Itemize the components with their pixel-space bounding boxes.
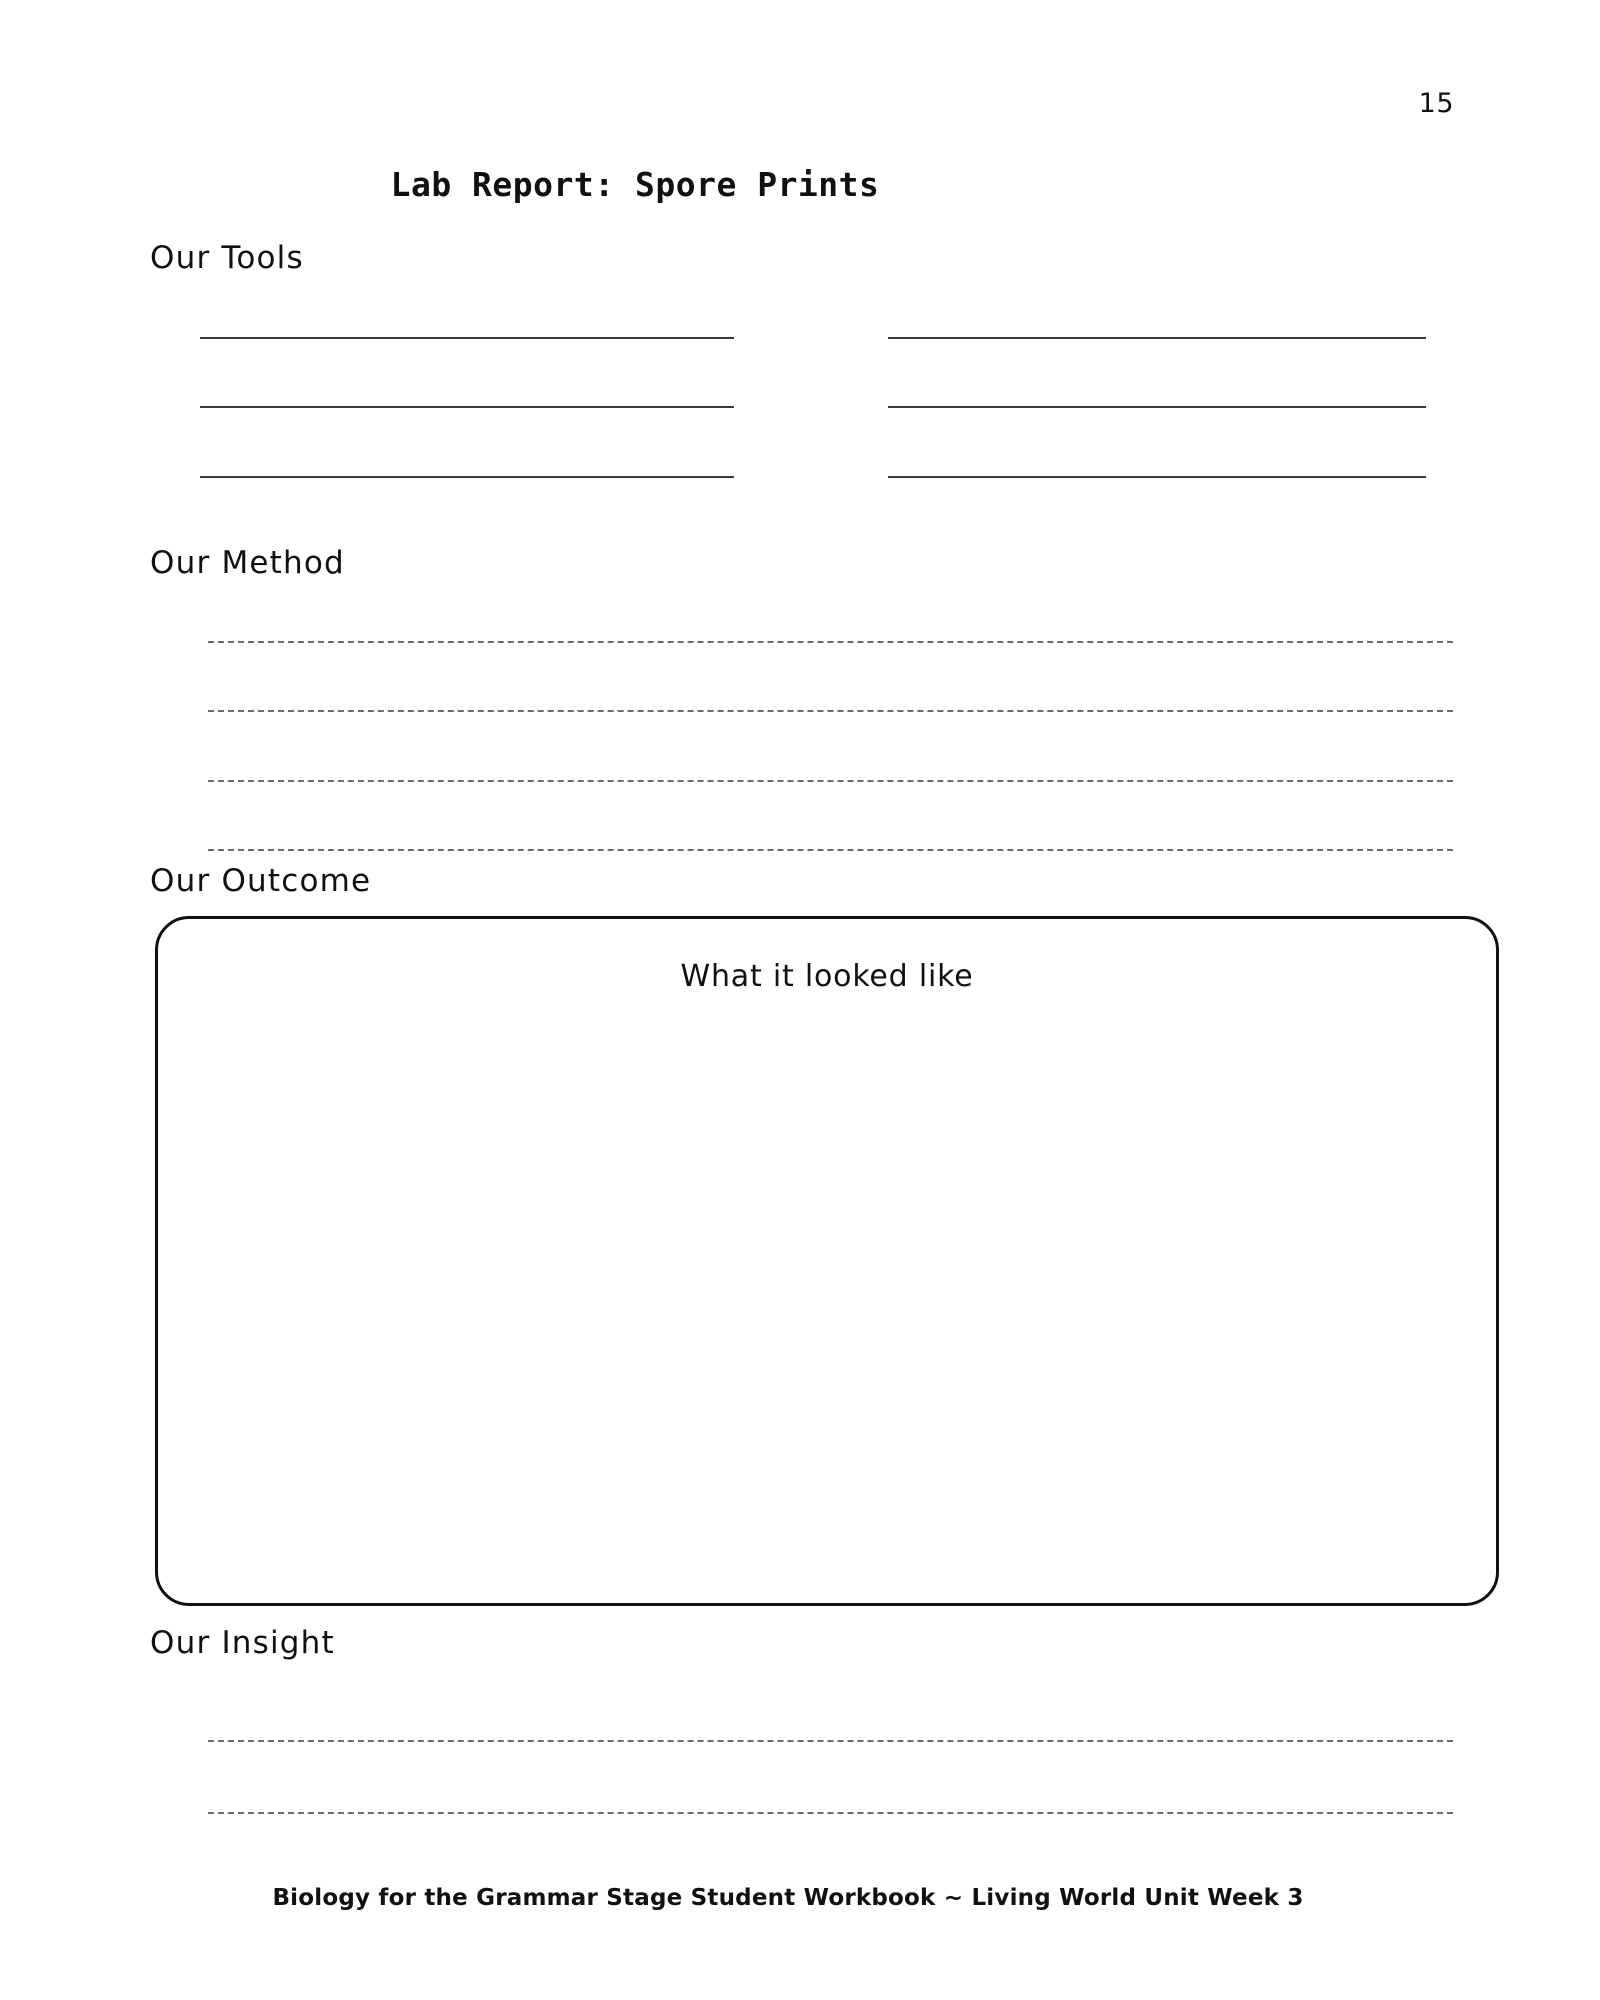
method-write-line[interactable] [208,641,1453,643]
tools-write-line[interactable] [200,406,734,408]
tools-write-line[interactable] [888,337,1426,339]
page-footer-text: Biology for the Grammar Stage Student Workbook ~ Living World Unit Week 3 [272,1885,1304,1911]
page-title-text: Lab Report: Spore Prints [390,165,880,204]
method-write-line[interactable] [208,710,1453,712]
insight-write-line[interactable] [208,1812,1453,1814]
section-heading-insight: Our Insight [150,1625,335,1661]
tools-write-line[interactable] [888,476,1426,478]
drawing-area-label: What it looked like [680,959,974,994]
method-write-line[interactable] [208,849,1453,851]
section-heading-method: Our Method [150,545,345,581]
page-footer [0,1885,1600,1911]
drawing-area[interactable] [155,916,1499,1606]
insight-write-line[interactable] [208,1740,1453,1742]
tools-write-line[interactable] [200,476,734,478]
method-write-line[interactable] [208,780,1453,782]
page-number: 15 [1418,88,1454,119]
tools-write-line[interactable] [200,337,734,339]
page-title [0,165,1600,204]
tools-write-line[interactable] [888,406,1426,408]
section-heading-tools: Our Tools [150,240,304,276]
section-heading-outcome: Our Outcome [150,863,372,899]
